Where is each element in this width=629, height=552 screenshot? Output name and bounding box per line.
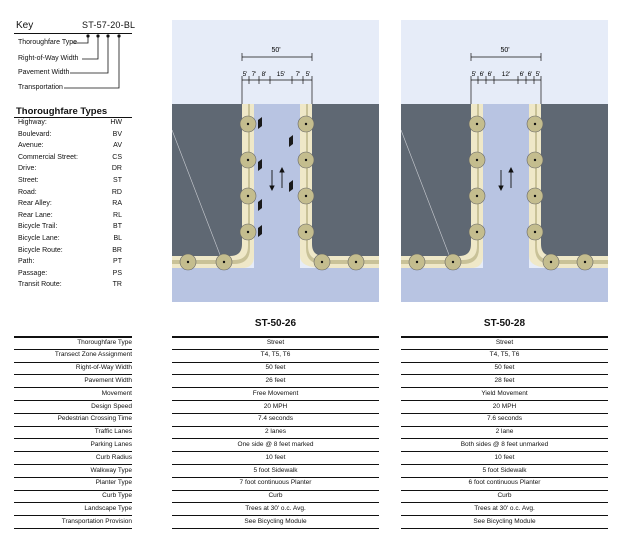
table-rule [172, 464, 379, 465]
segment-2-5: 6' [519, 71, 525, 78]
table-cell: Both sides @ 8 feet unmarked [460, 440, 549, 448]
thoroughfare-type-code: RL [113, 211, 122, 219]
table-row-label: Curb Radius [95, 453, 132, 461]
table-rule [401, 387, 608, 388]
table-cell: One side @ 8 feet marked [237, 440, 314, 448]
table-row-label: Planter Type [95, 479, 132, 487]
thoroughfare-type-code: RA [112, 200, 122, 208]
table-cell: 28 feet [494, 376, 515, 384]
table-cell: Street [495, 338, 514, 346]
segment-2-1: 5' [471, 71, 477, 78]
table-rule [14, 528, 132, 529]
table-cell: 26 feet [265, 376, 286, 384]
segment-2-4: 12' [501, 71, 511, 78]
thoroughfare-types-divider [14, 117, 132, 118]
table-row-label: Walkway Type [90, 466, 132, 474]
table-rule [401, 413, 608, 414]
table-row-label: Curb Type [102, 492, 132, 500]
thoroughfare-type-name: Boulevard: [18, 130, 52, 138]
thoroughfare-type-row [18, 281, 122, 288]
key-title: Key [16, 20, 34, 31]
table-cell: 7.4 seconds [257, 415, 294, 423]
segment-1-4: 15' [276, 71, 286, 78]
table-row-label: Pedestrian Crossing Time [57, 415, 132, 423]
table-rule [172, 336, 379, 338]
thoroughfare-type-name: Highway: [18, 119, 47, 126]
thoroughfare-type-name: Road: [18, 188, 37, 196]
thoroughfare-type-name: Avenue: [18, 142, 44, 150]
table-cell: T4, T5, T6 [489, 351, 520, 359]
table-rule [172, 438, 379, 439]
table-rule [401, 464, 608, 465]
table-rule [14, 413, 132, 414]
thoroughfare-type-row [18, 189, 122, 196]
thoroughfare-type-code: ST [113, 177, 122, 184]
table-row-label: Transect Zone Assignment [54, 351, 132, 359]
thoroughfare-type-code: HW [110, 119, 122, 126]
thoroughfare-type-name: Bicycle Route: [18, 246, 63, 254]
table-cell: 2 lane [495, 428, 514, 436]
street-diagram-2 [401, 20, 608, 302]
thoroughfare-type-row [18, 131, 122, 138]
thoroughfare-type-name: Rear Lane: [18, 211, 53, 219]
key-label-right-of-way: Right-of-Way Width [18, 55, 79, 62]
table-rule [401, 528, 608, 529]
table-cell: T4, T5, T6 [260, 351, 291, 359]
table-cell: See Bicycling Module [244, 517, 307, 525]
thoroughfare-type-code: RD [111, 188, 122, 196]
table-row-label: Parking Lanes [90, 440, 132, 448]
thoroughfare-type-row [18, 270, 122, 277]
table-row-label: Thoroughfare Type [77, 338, 132, 346]
segment-1-6: 5' [305, 71, 311, 78]
segment-2-3: 6' [487, 71, 493, 78]
table-rule [172, 515, 379, 516]
thoroughfare-type-name: Path: [18, 258, 35, 266]
table-rule [172, 451, 379, 452]
table-rule [14, 374, 132, 375]
table-rule [401, 502, 608, 503]
table-rule [172, 387, 379, 388]
thoroughfare-type-code: PT [113, 258, 122, 266]
thoroughfare-type-row [18, 200, 122, 207]
thoroughfare-type-name: Rear Alley: [18, 200, 52, 208]
table-rule [172, 490, 379, 491]
table-rule [14, 400, 132, 401]
table-rule [14, 362, 132, 363]
table-rule [401, 349, 608, 350]
table-rule [172, 477, 379, 478]
thoroughfare-type-name: Drive: [18, 165, 37, 173]
thoroughfare-type-row [18, 235, 122, 242]
thoroughfare-type-row [18, 154, 122, 161]
thoroughfare-type-code: CS [112, 153, 122, 161]
table-rule [14, 336, 132, 338]
thoroughfare-type-name: Passage: [18, 269, 48, 277]
table-rule [14, 426, 132, 427]
row-width-label-2: 50' [500, 47, 510, 54]
thoroughfare-type-row [18, 247, 122, 254]
thoroughfare-type-name: Transit Route: [18, 281, 62, 289]
table-rule [401, 374, 608, 375]
table-cell: Trees at 30' o.c. Avg. [245, 504, 306, 512]
table-rule [401, 400, 608, 401]
segment-2-7: 5' [535, 71, 541, 78]
table-rule [401, 490, 608, 491]
row-width-label-1: 50' [271, 47, 281, 54]
thoroughfare-type-code: BL [113, 235, 122, 242]
table-rule [172, 413, 379, 414]
street-diagram-1 [172, 20, 379, 302]
thoroughfare-type-row [18, 142, 122, 149]
diagram-title-1: ST-50-26 [254, 318, 297, 329]
table-row-label: Transportation Provision [61, 517, 132, 525]
segment-2-6: 6' [527, 71, 533, 78]
segment-1-5: 7' [295, 71, 301, 78]
key-leader-lines [0, 0, 140, 100]
table-row-label: Pavement Width [84, 376, 132, 384]
table-cell: 20 MPH [263, 402, 288, 410]
table-cell: 7.6 seconds [486, 415, 523, 423]
table-rule [14, 451, 132, 452]
table-row-label: Movement [101, 389, 132, 397]
table-rule [172, 502, 379, 503]
table-cell: 5 foot Sidewalk [482, 466, 527, 474]
table-rule [172, 400, 379, 401]
table-row-label: Right-of-Way Width [75, 364, 132, 372]
table-row-label: Design Speed [91, 402, 132, 410]
table-cell: Curb [268, 492, 283, 500]
table-rule [172, 349, 379, 350]
table-rule [401, 451, 608, 452]
table-row-label: Landscape Type [84, 504, 132, 512]
table-cell: 50 feet [494, 364, 515, 372]
thoroughfare-type-code: DR [111, 165, 122, 173]
segment-1-1: 5' [242, 71, 248, 78]
table-cell: 20 MPH [492, 402, 517, 410]
table-rule [14, 502, 132, 503]
thoroughfare-type-code: BT [113, 223, 122, 231]
table-rule [14, 515, 132, 516]
table-rule [172, 362, 379, 363]
diagram-title-2: ST-50-28 [483, 318, 526, 329]
table-rule [14, 464, 132, 465]
table-cell: Yield Movement [481, 389, 528, 397]
table-cell: 7 foot continuous Planter [239, 479, 312, 487]
table-cell: 10 feet [265, 453, 286, 461]
thoroughfare-type-row [18, 258, 122, 265]
thoroughfare-type-row [18, 212, 122, 219]
table-rule [401, 515, 608, 516]
thoroughfare-type-code: PS [112, 269, 122, 277]
table-rule [172, 426, 379, 427]
key-label-transportation: Transportation [18, 84, 63, 91]
table-rule [14, 387, 132, 388]
table-rule [401, 426, 608, 427]
thoroughfare-type-code: TR [112, 281, 122, 289]
thoroughfare-type-name: Street: [18, 177, 39, 184]
key-code: ST-57-20-BL [82, 20, 136, 30]
table-row-label: Traffic Lanes [94, 428, 132, 436]
table-cell: 2 lanes [265, 428, 286, 436]
thoroughfare-type-name: Bicycle Trail: [18, 223, 58, 231]
thoroughfare-type-row [18, 165, 122, 172]
key-label-pavement-width: Pavement Width [18, 69, 70, 76]
segment-1-3: 8' [261, 71, 267, 78]
table-cell: Street [266, 338, 285, 346]
thoroughfare-types-heading: Thoroughfare Types [16, 106, 108, 117]
table-rule [401, 362, 608, 363]
table-cell: Trees at 30' o.c. Avg. [474, 504, 535, 512]
table-rule [401, 438, 608, 439]
table-rule [14, 490, 132, 491]
table-rule [14, 438, 132, 439]
thoroughfare-type-row [18, 177, 122, 184]
thoroughfare-type-row [18, 119, 122, 126]
table-cell: 50 feet [265, 364, 286, 372]
segment-1-2: 7' [251, 71, 257, 78]
thoroughfare-type-code: AV [113, 142, 122, 150]
thoroughfare-type-row [18, 223, 122, 230]
table-rule [401, 336, 608, 338]
table-rule [14, 477, 132, 478]
table-rule [172, 528, 379, 529]
table-rule [14, 349, 132, 350]
table-rule [401, 477, 608, 478]
table-cell: See Bicycling Module [473, 517, 536, 525]
thoroughfare-type-code: BV [112, 130, 122, 138]
table-cell: Curb [497, 492, 512, 500]
table-rule [172, 374, 379, 375]
thoroughfare-type-name: Commercial Street: [18, 153, 78, 161]
segment-2-2: 6' [479, 71, 485, 78]
table-cell: 6 foot continuous Planter [468, 479, 541, 487]
table-cell: 10 feet [494, 453, 515, 461]
thoroughfare-type-code: BR [112, 246, 122, 254]
table-cell: Free Movement [252, 389, 299, 397]
key-label-thoroughfare-type: Thoroughfare Type [18, 39, 78, 46]
table-cell: 5 foot Sidewalk [253, 466, 298, 474]
thoroughfare-type-name: Bicycle Lane: [18, 235, 60, 242]
